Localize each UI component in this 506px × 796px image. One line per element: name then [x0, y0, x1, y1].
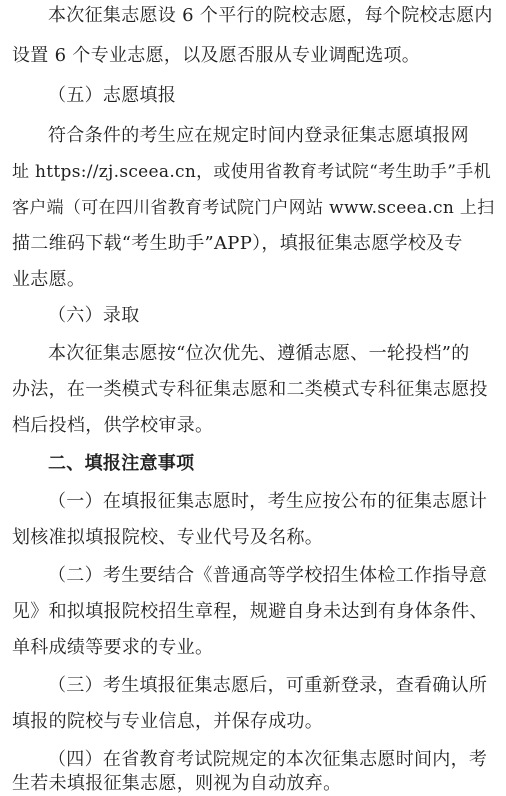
paragraph-line: 符合条件的考生应在规定时间内登录征集志愿填报网: [48, 125, 469, 146]
section-heading: （五）志愿填报: [48, 85, 177, 106]
paragraph-line: （二）考生要结合《普通高等学校招生体检工作指导意: [48, 565, 488, 586]
paragraph-line: 划核准拟填报院校、专业代号及名称。: [12, 527, 324, 548]
paragraph-line: （一）在填报征集志愿时，考生应按公布的征集志愿计: [48, 491, 488, 512]
paragraph-line: 单科成绩等要求的专业。: [12, 637, 214, 658]
paragraph-line: 址 https://zj.sceea.cn，或使用省教育考试院“考生助手”手机: [12, 162, 491, 182]
paragraph-line: 本次征集志愿按“位次优先、遵循志愿、一轮投档”的: [48, 343, 470, 364]
paragraph-line: 生若未填报征集志愿，则视为自动放弃。: [12, 773, 342, 794]
paragraph-line: 办法，在一类模式专科征集志愿和二类模式专科征集志愿投: [12, 379, 488, 400]
section-heading: （六）录取: [48, 305, 140, 326]
paragraph-line: 描二维码下载“考生助手”APP），填报征集志愿学校及专: [12, 233, 463, 254]
paragraph-line: 见》和拟填报院校招生章程，规避自身未达到有身体条件、: [12, 601, 488, 622]
paragraph-line: 本次征集志愿设 6 个平行的院校志愿，每个院校志愿内: [48, 5, 493, 26]
paragraph-line: 客户端（可在四川省教育考试院门户网站 www.sceea.cn 上扫: [12, 198, 495, 218]
paragraph-line: （四）在省教育考试院规定的本次征集志愿时间内，考: [48, 749, 488, 770]
paragraph-line: 业志愿。: [12, 269, 86, 290]
paragraph-line: 设置 6 个专业志愿，以及愿否服从专业调配选项。: [12, 45, 421, 66]
paragraph-line: 档后投档，供学校审录。: [12, 415, 214, 436]
paragraph-line: 填报的院校与专业信息，并保存成功。: [12, 711, 324, 732]
section-heading: 二、填报注意事项: [48, 453, 195, 474]
paragraph-line: （三）考生填报征集志愿后，可重新登录，查看确认所: [48, 675, 488, 696]
